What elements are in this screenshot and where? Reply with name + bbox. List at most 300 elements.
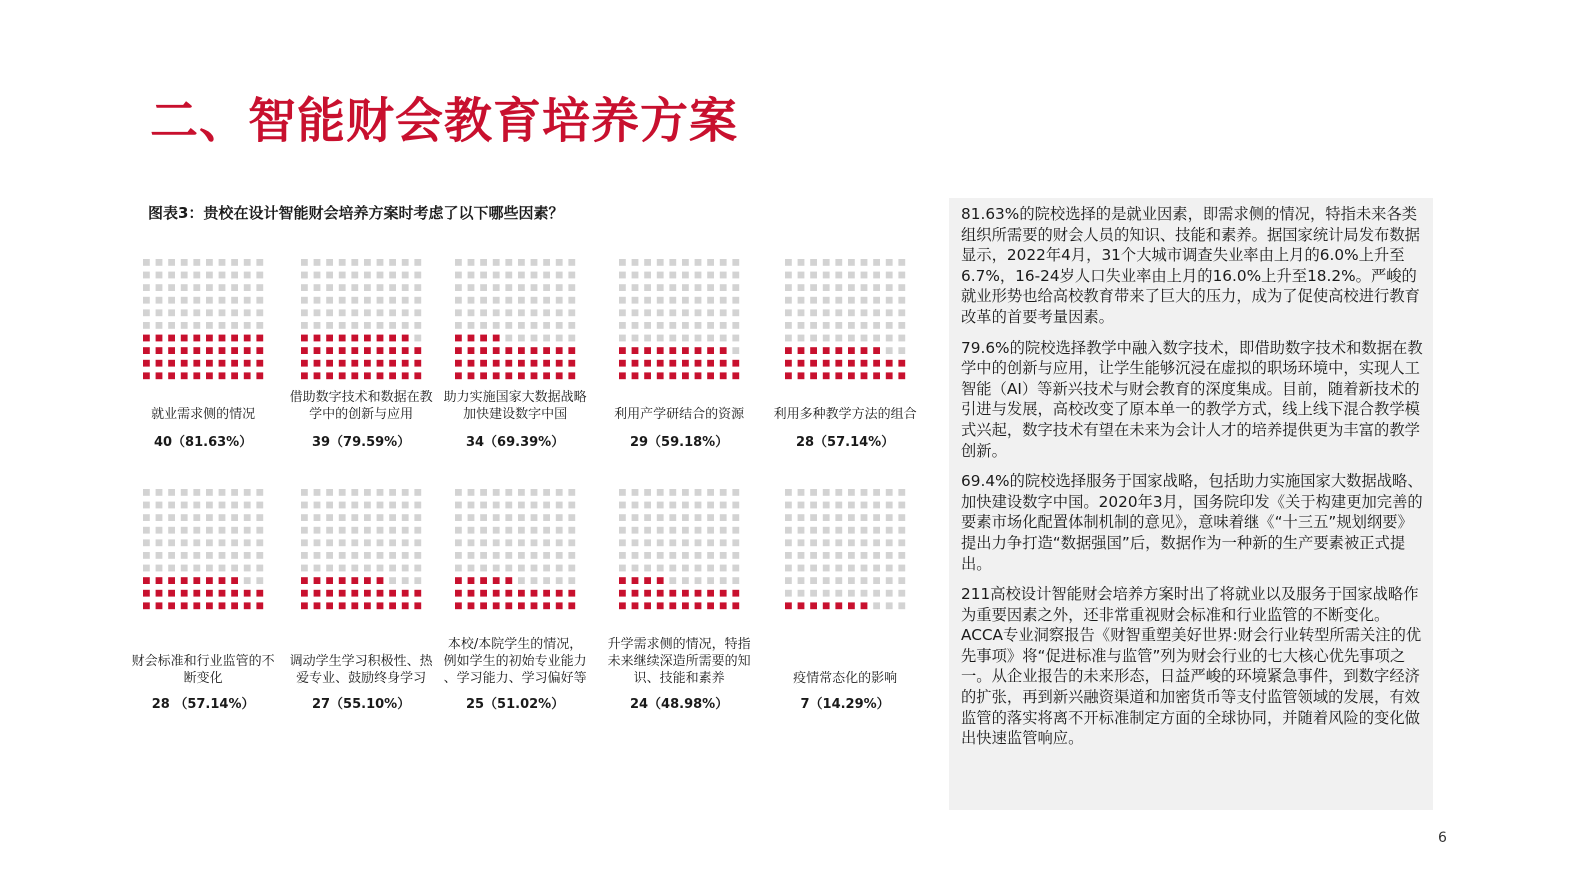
waffle-cell-empty [732,335,739,342]
waffle-chart-grid [0,0,930,760]
waffle-cell-empty [732,297,739,304]
waffle-cell-filled [219,602,226,609]
waffle-cell-empty [301,514,308,521]
waffle-cell-empty [898,565,905,572]
waffle-cell-empty [493,322,500,329]
waffle-cell-empty [873,297,880,304]
waffle-cell-empty [707,284,714,291]
waffle-cell-empty [143,284,150,291]
waffle-cell-empty [377,297,384,304]
waffle-cell-empty [181,527,188,534]
waffle-cell-empty [707,552,714,559]
waffle-cell-empty [206,259,213,266]
waffle-cell-filled [244,590,251,597]
waffle-cell-empty [707,259,714,266]
waffle-cell-empty [168,284,175,291]
waffle-cell-filled [231,577,238,584]
waffle-cell-empty [181,284,188,291]
waffle-cell-empty [377,539,384,546]
waffle-cell-empty [848,322,855,329]
waffle-cell-empty [505,272,512,279]
waffle-cell-empty [707,322,714,329]
waffle-5 [774,259,917,450]
waffle-cell-empty [810,309,817,316]
waffle-cell-empty [414,577,421,584]
waffle-cell-filled [377,602,384,609]
waffle-cell-empty [568,259,575,266]
waffle-cell-empty [206,272,213,279]
waffle-cell-empty [682,335,689,342]
waffle-cell-empty [206,527,213,534]
waffle-cell-filled [414,590,421,597]
waffle-cell-filled [493,372,500,379]
waffle-cell-empty [402,527,409,534]
waffle-cell-filled [244,347,251,354]
waffle-cell-filled [168,347,175,354]
waffle-cell-empty [619,335,626,342]
waffle-cell-empty [798,272,805,279]
waffle-cell-empty [861,489,868,496]
waffle-cell-empty [219,322,226,329]
waffle-cell-filled [377,360,384,367]
waffle-cell-empty [364,322,371,329]
waffle-cell-empty [720,502,727,509]
waffle-cell-filled [156,602,163,609]
waffle-cell-empty [823,272,830,279]
waffle-cell-empty [206,489,213,496]
waffle-cell-filled [682,347,689,354]
waffle-cell-empty [181,502,188,509]
waffle-cell-empty [468,527,475,534]
waffle-cell-empty [493,259,500,266]
waffle-cell-empty [480,259,487,266]
waffle-cell-filled [351,590,358,597]
waffle-cell-empty [326,284,333,291]
waffle-cell-filled [206,602,213,609]
waffle-cell-filled [143,360,150,367]
waffle-cell-empty [732,552,739,559]
waffle-value: 28（57.14%） [795,435,895,450]
waffle-cell-empty [389,272,396,279]
waffle-cell-filled [389,335,396,342]
waffle-cell-filled [873,372,880,379]
waffle-cell-empty [301,489,308,496]
waffle-cell-filled [314,372,321,379]
waffle-cell-empty [695,527,702,534]
waffle-cell-empty [219,284,226,291]
waffle-cell-empty [644,514,651,521]
waffle-cell-empty [556,552,563,559]
waffle-cell-empty [339,502,346,509]
waffle-cell-empty [455,272,462,279]
waffle-cell-filled [339,347,346,354]
waffle-cell-empty [377,527,384,534]
waffle-cell-empty [168,297,175,304]
waffle-cell-empty [143,309,150,316]
waffle-cell-empty [619,502,626,509]
waffle-cell-empty [168,309,175,316]
waffle-cell-empty [156,502,163,509]
waffle-cell-filled [219,335,226,342]
waffle-cell-empty [351,552,358,559]
waffle-cell-empty [835,284,842,291]
waffle-cell-empty [181,552,188,559]
waffle-cell-empty [657,552,664,559]
waffle-cell-empty [873,565,880,572]
waffle-cell-empty [402,309,409,316]
waffle-cell-filled [193,372,200,379]
waffle-cell-empty [301,259,308,266]
waffle-cell-filled [193,360,200,367]
waffle-cell-empty [732,322,739,329]
waffle-cell-empty [402,539,409,546]
waffle-cell-filled [531,590,538,597]
waffle-cell-empty [505,539,512,546]
waffle-cell-filled [181,360,188,367]
waffle-label: 助力实施国家大数据战略加快建设数字中国 [443,390,587,422]
waffle-cell-empty [414,309,421,316]
waffle-cell-empty [798,335,805,342]
waffle-cell-filled [873,360,880,367]
waffle-cell-empty [339,539,346,546]
waffle-cell-empty [256,259,263,266]
waffle-cell-filled [231,335,238,342]
waffle-cell-empty [256,577,263,584]
waffle-cell-filled [326,590,333,597]
waffle-cell-empty [168,322,175,329]
waffle-cell-empty [414,489,421,496]
waffle-cell-filled [531,347,538,354]
waffle-cell-filled [823,360,830,367]
waffle-cell-empty [720,335,727,342]
waffle-cell-empty [231,297,238,304]
waffle-cell-empty [898,539,905,546]
waffle-cell-filled [455,602,462,609]
waffle-cell-filled [798,347,805,354]
waffle-cell-empty [823,590,830,597]
waffle-cell-filled [389,360,396,367]
waffle-cell-filled [314,347,321,354]
waffle-cell-empty [531,297,538,304]
waffle-cell-empty [219,297,226,304]
waffle-cell-empty [301,539,308,546]
waffle-cell-filled [543,360,550,367]
waffle-cell-empty [695,297,702,304]
waffle-cell-empty [156,309,163,316]
waffle-cell-filled [326,360,333,367]
waffle-cell-empty [531,272,538,279]
waffle-cell-filled [493,335,500,342]
waffle-cell-empty [695,514,702,521]
waffle-cell-filled [339,602,346,609]
waffle-cell-empty [468,284,475,291]
waffle-cell-filled [143,335,150,342]
waffle-cell-empty [493,489,500,496]
waffle-cell-empty [835,297,842,304]
waffle-cell-empty [143,259,150,266]
waffle-cell-empty [468,309,475,316]
waffle-cell-empty [835,489,842,496]
waffle-cell-empty [231,514,238,521]
waffle-cell-empty [505,309,512,316]
waffle-cell-empty [861,577,868,584]
waffle-cell-filled [732,360,739,367]
waffle-cell-empty [531,322,538,329]
waffle-cell-filled [301,590,308,597]
waffle-cell-empty [531,489,538,496]
waffle-cell-empty [669,502,676,509]
waffle-cell-filled [402,372,409,379]
waffle-cell-empty [389,259,396,266]
waffle-cell-empty [518,552,525,559]
waffle-cell-empty [798,297,805,304]
waffle-cell-empty [414,565,421,572]
waffle-cell-filled [695,360,702,367]
waffle-cell-filled [468,602,475,609]
waffle-cell-empty [861,502,868,509]
waffle-cell-empty [156,565,163,572]
waffle-cell-empty [339,322,346,329]
waffle-cell-filled [720,590,727,597]
waffle-8 [444,489,587,712]
waffle-cell-empty [531,577,538,584]
waffle-cell-empty [518,577,525,584]
waffle-cell-empty [181,489,188,496]
waffle-cell-empty [898,309,905,316]
waffle-cell-filled [568,590,575,597]
waffle-cell-filled [402,347,409,354]
waffle-cell-empty [480,297,487,304]
waffle-cell-empty [823,322,830,329]
waffle-cell-empty [732,527,739,534]
waffle-cell-empty [720,514,727,521]
waffle-cell-filled [351,335,358,342]
waffle-cell-filled [256,372,263,379]
waffle-cell-empty [518,322,525,329]
waffle-cell-filled [556,360,563,367]
waffle-cell-filled [219,590,226,597]
waffle-cell-empty [414,284,421,291]
waffle-cell-empty [556,309,563,316]
waffle-cell-empty [193,297,200,304]
waffle-cell-empty [339,489,346,496]
waffle-cell-filled [480,335,487,342]
waffle-cell-empty [798,489,805,496]
waffle-cell-empty [543,297,550,304]
waffle-cell-empty [219,272,226,279]
waffle-cell-empty [256,527,263,534]
waffle-cell-empty [898,335,905,342]
waffle-cell-empty [861,309,868,316]
waffle-cell-empty [493,272,500,279]
waffle-cell-empty [873,602,880,609]
waffle-label: 利用产学研结合的资源 [614,407,745,422]
waffle-cell-filled [414,372,421,379]
waffle-cell-empty [531,565,538,572]
chart-title: 图表3：贵校在设计智能财会培养方案时考虑了以下哪些因素？ [148,204,564,222]
waffle-cell-empty [231,502,238,509]
waffle-cell-empty [823,335,830,342]
waffle-cell-empty [873,489,880,496]
waffle-cell-filled [402,602,409,609]
waffle-cell-empty [377,322,384,329]
waffle-cell-empty [219,527,226,534]
waffle-cell-empty [810,514,817,521]
waffle-cell-empty [823,259,830,266]
waffle-cell-empty [835,259,842,266]
waffle-cell-filled [886,372,893,379]
waffle-cell-empty [785,590,792,597]
waffle-3 [444,259,587,450]
waffle-cell-empty [256,309,263,316]
waffle-cell-empty [657,297,664,304]
waffle-cell-empty [695,489,702,496]
waffle-cell-empty [720,309,727,316]
waffle-cell-filled [168,372,175,379]
waffle-cell-empty [669,284,676,291]
waffle-cell-filled [543,590,550,597]
waffle-cell-empty [480,565,487,572]
waffle-cell-filled [168,577,175,584]
waffle-cell-filled [810,602,817,609]
waffle-cell-empty [339,297,346,304]
waffle-cell-empty [414,297,421,304]
waffle-cell-empty [707,309,714,316]
waffle-cell-filled [707,372,714,379]
waffle-cell-filled [518,347,525,354]
waffle-cell-empty [848,309,855,316]
waffle-cell-filled [493,347,500,354]
waffle-cell-empty [468,565,475,572]
waffle-value: 40（81.63%） [153,435,253,450]
waffle-cell-empty [898,590,905,597]
waffle-cell-empty [326,502,333,509]
waffle-cell-empty [657,335,664,342]
waffle-cell-filled [301,602,308,609]
waffle-cell-filled [823,372,830,379]
waffle-cell-empty [861,514,868,521]
waffle-10 [785,489,905,712]
waffle-cell-filled [886,360,893,367]
waffle-cell-empty [785,565,792,572]
waffle-cell-filled [364,347,371,354]
waffle-cell-empty [898,552,905,559]
waffle-cell-filled [505,602,512,609]
waffle-cell-empty [531,284,538,291]
waffle-cell-empty [556,489,563,496]
waffle-cell-empty [377,259,384,266]
waffle-cell-empty [314,539,321,546]
waffle-cell-empty [669,527,676,534]
waffle-cell-empty [619,259,626,266]
waffle-cell-empty [848,590,855,597]
waffle-cell-empty [798,552,805,559]
waffle-cell-empty [414,322,421,329]
waffle-cell-empty [206,552,213,559]
waffle-cell-empty [898,259,905,266]
waffle-cell-filled [219,372,226,379]
waffle-cell-empty [377,272,384,279]
waffle-cell-empty [886,552,893,559]
waffle-cell-empty [231,565,238,572]
waffle-cell-filled [156,347,163,354]
waffle-cell-empty [682,539,689,546]
waffle-cell-empty [455,502,462,509]
waffle-cell-empty [568,322,575,329]
waffle-cell-empty [644,309,651,316]
waffle-cell-filled [314,577,321,584]
waffle-cell-filled [206,372,213,379]
waffle-cell-empty [669,577,676,584]
waffle-cell-empty [351,297,358,304]
waffle-cell-empty [861,272,868,279]
waffle-cell-filled [632,360,639,367]
waffle-cell-empty [326,539,333,546]
waffle-cell-empty [244,527,251,534]
waffle-cell-filled [414,360,421,367]
waffle-cell-filled [785,347,792,354]
waffle-cell-empty [543,565,550,572]
waffle-cell-filled [898,372,905,379]
waffle-7 [290,489,434,712]
waffle-cell-filled [326,347,333,354]
waffle-cell-filled [244,602,251,609]
waffle-cell-empty [644,565,651,572]
waffle-cell-empty [531,552,538,559]
waffle-cell-empty [556,514,563,521]
waffle-cell-filled [181,347,188,354]
waffle-cell-empty [389,297,396,304]
waffle-cell-filled [682,602,689,609]
waffle-cell-empty [493,527,500,534]
waffle-cell-empty [326,565,333,572]
waffle-cell-empty [219,489,226,496]
waffle-cell-empty [244,322,251,329]
waffle-cell-empty [518,527,525,534]
waffle-cell-empty [861,297,868,304]
waffle-cell-filled [707,347,714,354]
waffle-cell-empty [695,259,702,266]
waffle-cell-empty [518,297,525,304]
waffle-cell-empty [669,565,676,572]
waffle-cell-empty [556,284,563,291]
waffle-cell-filled [732,590,739,597]
waffle-cell-empty [568,284,575,291]
waffle-cell-empty [669,259,676,266]
waffle-cell-filled [389,372,396,379]
waffle-cell-filled [873,347,880,354]
waffle-cell-filled [181,577,188,584]
waffle-cell-filled [835,602,842,609]
waffle-cell-filled [143,602,150,609]
waffle-cell-filled [493,590,500,597]
waffle-cell-empty [644,322,651,329]
waffle-cell-empty [848,335,855,342]
waffle-cell-filled [898,360,905,367]
waffle-cell-empty [455,552,462,559]
waffle-cell-empty [898,322,905,329]
waffle-cell-empty [364,489,371,496]
waffle-cell-filled [644,590,651,597]
waffle-cell-empty [861,322,868,329]
waffle-label: 就业需求侧的情况 [151,407,256,422]
waffle-cell-empty [873,527,880,534]
waffle-cell-empty [364,539,371,546]
waffle-cell-empty [414,514,421,521]
waffle-cell-filled [682,590,689,597]
waffle-cell-empty [848,577,855,584]
waffle-cell-empty [835,565,842,572]
